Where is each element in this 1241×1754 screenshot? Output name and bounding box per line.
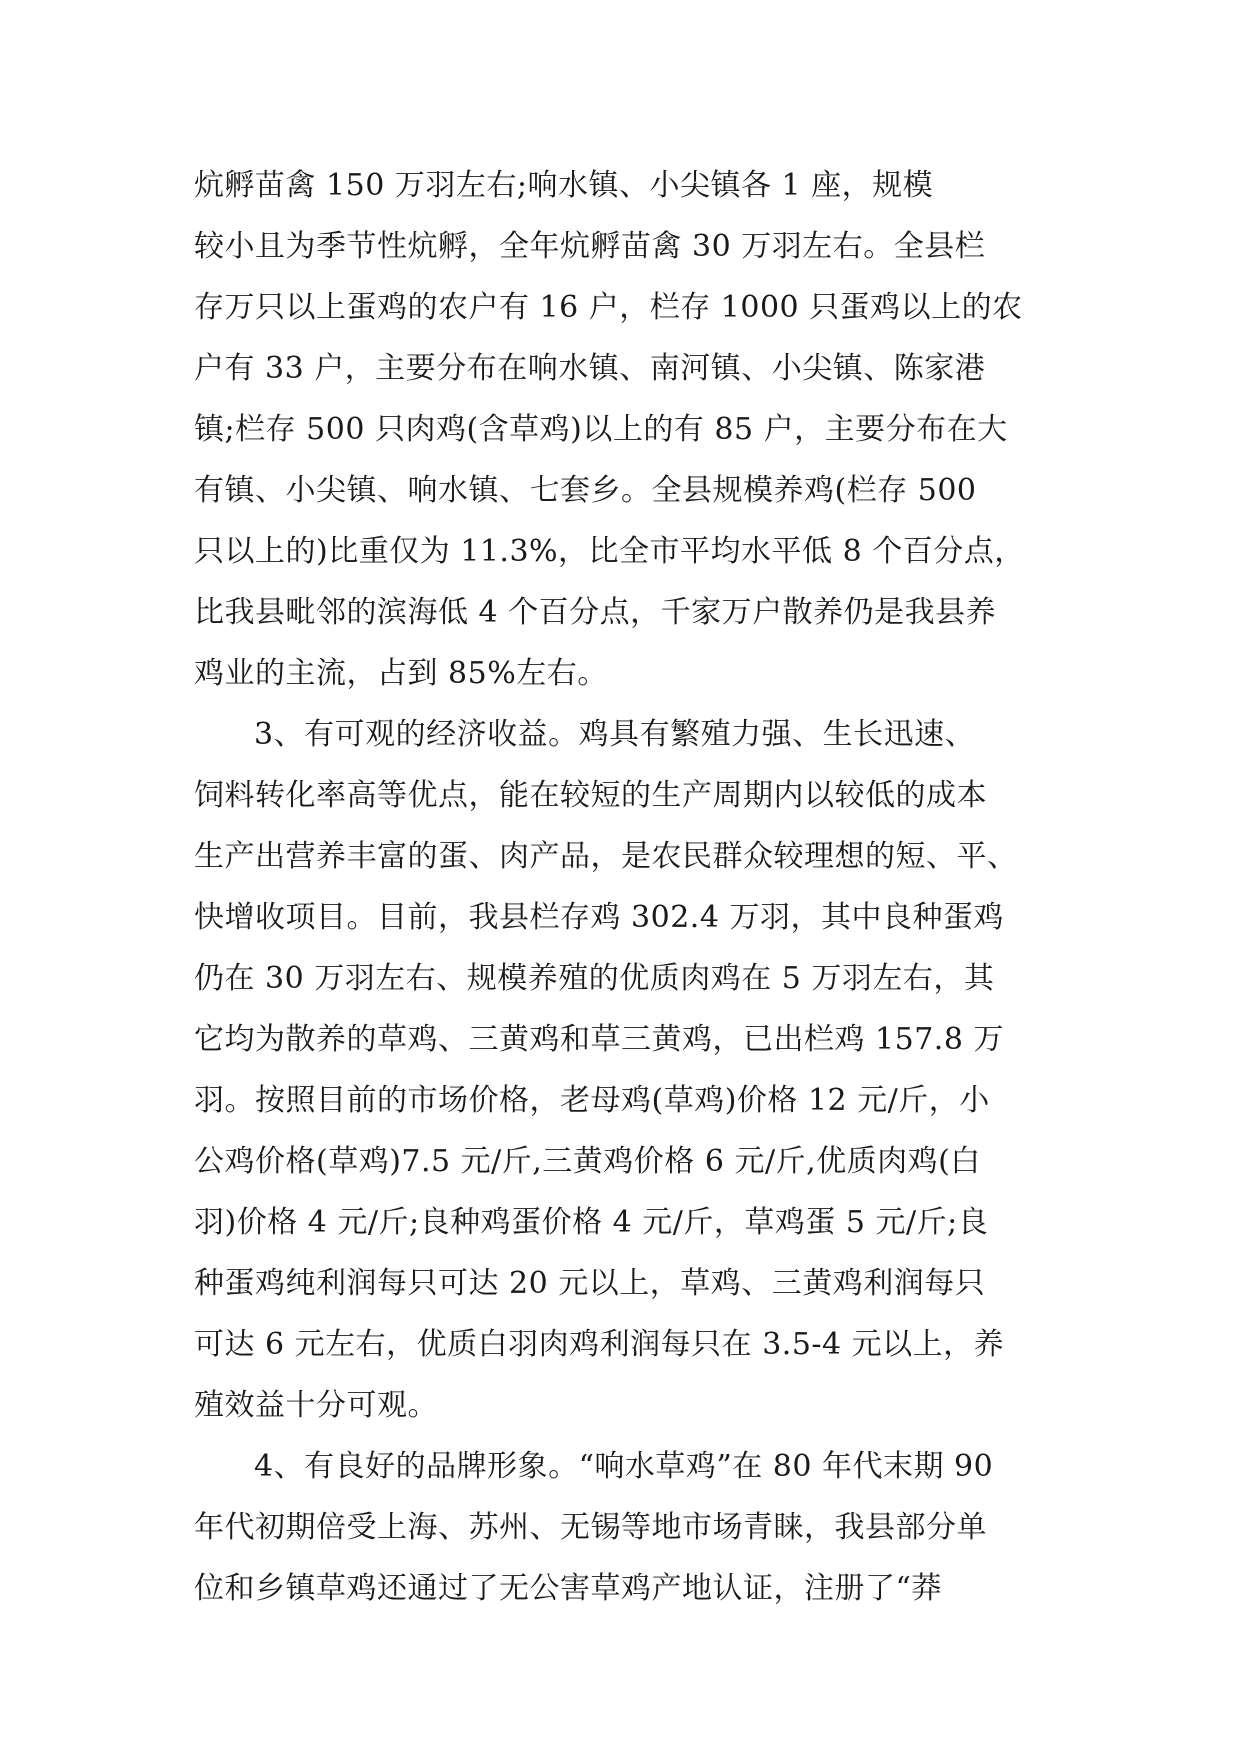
paragraph-3-first-line: 3、有可观的经济收益。鸡具有繁殖力强、生长迅速、 [254, 717, 976, 752]
text-line: 鸡业的主流，占到 85%左右。 [194, 656, 608, 691]
paragraph-4-first-line: 4、有良好的品牌形象。“响水草鸡”在 80 年代末期 90 [254, 1449, 994, 1484]
text-line: 饲料转化率高等优点，能在较短的生产周期内以较低的成本 [194, 778, 987, 813]
text-line: 羽。按照目前的市场价格，老母鸡(草鸡)价格 12 元/斤，小 [194, 1083, 990, 1118]
text-line: 可达 6 元左右，优质白羽肉鸡利润每只在 3.5-4 元以上，养 [194, 1327, 1005, 1362]
text-line: 有镇、小尖镇、响水镇、七套乡。全县规模养鸡(栏存 500 [194, 473, 977, 508]
text-line: 它均为散养的草鸡、三黄鸡和草三黄鸡，已出栏鸡 157.8 万 [194, 1022, 1004, 1057]
text-line: 户有 33 户，主要分布在响水镇、南河镇、小尖镇、陈家港 [194, 351, 986, 386]
text-line: 生产出营养丰富的蛋、肉产品，是农民群众较理想的短、平、 [194, 839, 1018, 874]
text-line: 年代初期倍受上海、苏州、无锡等地市场青睐，我县部分单 [194, 1510, 987, 1545]
text-line: 殖效益十分可观。 [194, 1388, 438, 1423]
text-line: 较小且为季节性炕孵，全年炕孵苗禽 30 万羽左右。全县栏 [194, 229, 986, 264]
text-line: 存万只以上蛋鸡的农户有 16 户，栏存 1000 只蛋鸡以上的农 [194, 290, 1023, 325]
text-line: 公鸡价格(草鸡)7.5 元/斤,三黄鸡价格 6 元/斤,优质肉鸡(白 [194, 1144, 981, 1179]
text-line: 羽)价格 4 元/斤;良种鸡蛋价格 4 元/斤，草鸡蛋 5 元/斤;良 [194, 1205, 989, 1240]
text-line: 炕孵苗禽 150 万羽左右;响水镇、小尖镇各 1 座，规模 [194, 168, 934, 203]
text-line: 位和乡镇草鸡还通过了无公害草鸡产地认证，注册了“莽 [194, 1571, 942, 1606]
text-line: 仍在 30 万羽左右、规模养殖的优质肉鸡在 5 万羽左右，其 [194, 961, 995, 996]
text-line: 镇;栏存 500 只肉鸡(含草鸡)以上的有 85 户，主要分布在大 [194, 412, 1008, 447]
text-line: 种蛋鸡纯利润每只可达 20 元以上，草鸡、三黄鸡利润每只 [194, 1266, 986, 1301]
text-line: 只以上的)比重仅为 11.3%，比全市平均水平低 8 个百分点， [194, 534, 1025, 569]
text-line: 快增收项目。目前，我县栏存鸡 302.4 万羽，其中良种蛋鸡 [194, 900, 1004, 935]
text-line: 比我县毗邻的滨海低 4 个百分点，千家万户散养仍是我县养 [194, 595, 997, 630]
body-text [194, 155, 1054, 1619]
